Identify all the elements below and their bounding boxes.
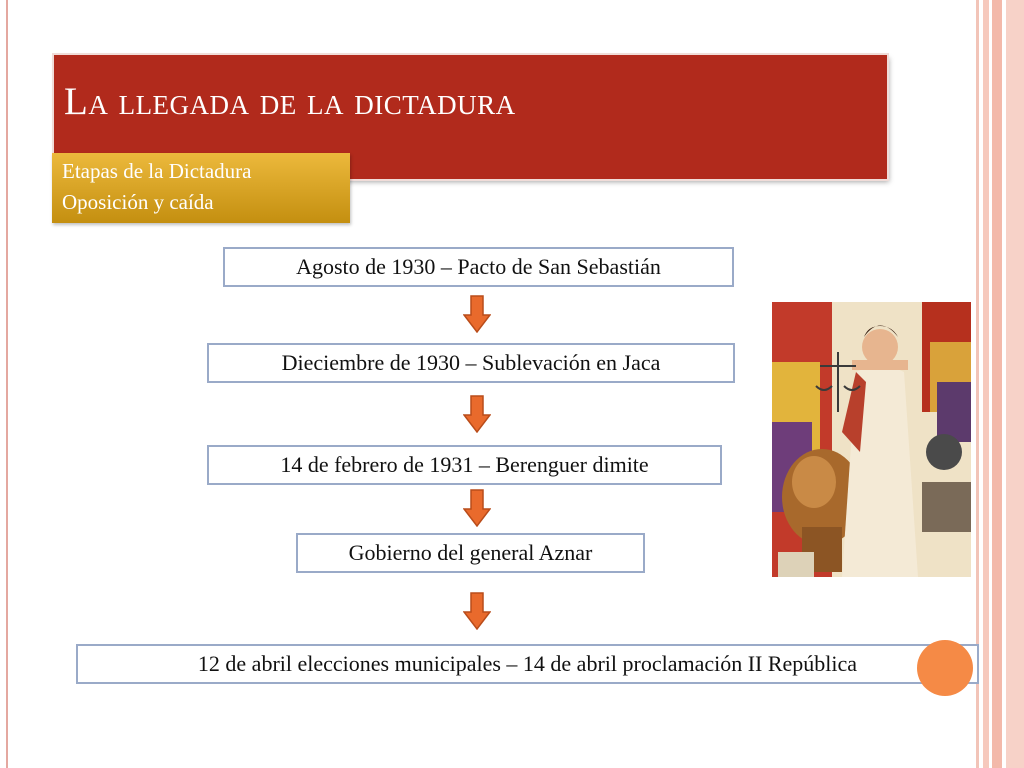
arrow-down-icon [463, 592, 491, 630]
timeline-event-republica: 12 de abril elecciones municipales – 14 de abril proclamación II República [76, 644, 979, 684]
timeline-event-jaca: Dieciembre de 1930 – Sublevación en Jaca [207, 343, 735, 383]
subtitle-line-opposition: Oposición y caída [62, 190, 214, 214]
decorative-stripe [983, 0, 989, 768]
arrow-down-icon [463, 489, 491, 527]
timeline-event-pacto: Agosto de 1930 – Pacto de San Sebastián [223, 247, 734, 287]
round-orange-button[interactable] [917, 640, 973, 696]
decorative-stripe [992, 0, 1002, 768]
republic-poster-image [772, 302, 971, 577]
timeline-event-aznar: Gobierno del general Aznar [296, 533, 645, 573]
subtitle-line-stages: Etapas de la Dictadura [62, 159, 252, 183]
decorative-stripe [1006, 0, 1024, 768]
left-rule [6, 0, 8, 768]
subtitle-tab [52, 153, 350, 223]
arrow-down-icon [463, 295, 491, 333]
arrow-down-icon [463, 395, 491, 433]
timeline-event-berenguer: 14 de febrero de 1931 – Berenguer dimite [207, 445, 722, 485]
slide-title: La llegada de la dictadura [64, 80, 516, 123]
